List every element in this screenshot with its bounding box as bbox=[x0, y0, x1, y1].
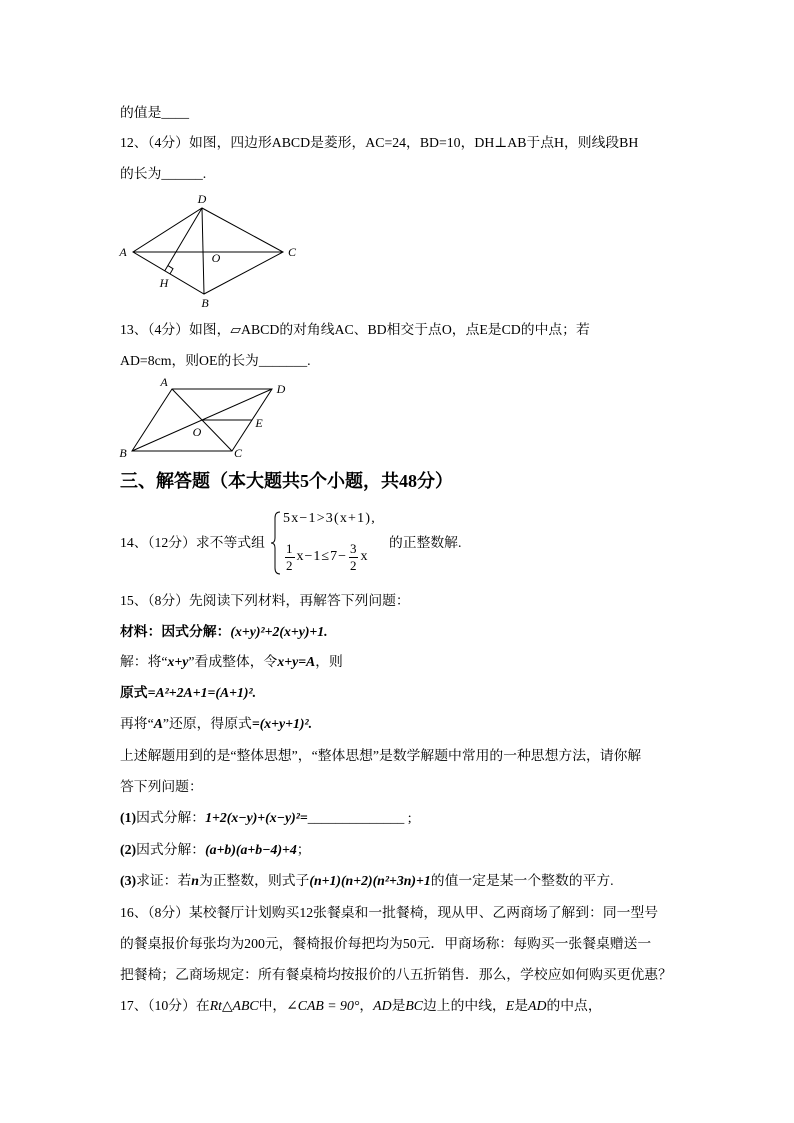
q15-part2 bbox=[120, 840, 720, 860]
q17-math: ∠CAB = 90° bbox=[286, 998, 360, 1013]
solution-text: 解：将“ bbox=[120, 654, 168, 669]
solution-text: ，则 bbox=[315, 654, 343, 669]
material-expression: (x+y)²+2(x+y)+1. bbox=[230, 624, 328, 639]
q17-text: ， bbox=[359, 998, 374, 1013]
fraction-denominator: 2 bbox=[349, 557, 358, 573]
step2-text: 再将“ bbox=[120, 716, 154, 731]
q15-intro: 15、（8分）先阅读下列材料，再解答下列问题： bbox=[120, 593, 410, 608]
part3-expression: (n+1)(n+2)(n²+3n)+1 bbox=[309, 873, 431, 888]
part1-blank: ______________ bbox=[307, 810, 405, 825]
q17-math: Rt△ABC bbox=[209, 998, 259, 1013]
label-h: H bbox=[159, 276, 169, 290]
q16-line2: 的餐桌报价每张均为200元，餐椅报价每把均为50元．甲商场称：每购买一张餐桌赠送一 bbox=[120, 936, 652, 951]
section-heading: 三、解答题（本大题共5个小题，共48分） bbox=[120, 471, 453, 491]
inequality-2-middle: x−1≤7− bbox=[296, 549, 347, 564]
step1-math: =A²+2A+1=(A+1)². bbox=[147, 685, 257, 700]
fraction-numerator: 1 bbox=[286, 540, 294, 556]
material-label: 材料：因式分解： bbox=[120, 624, 231, 639]
fraction-three-halves bbox=[349, 541, 359, 574]
rhombus-abcd bbox=[133, 208, 283, 294]
label-c: C bbox=[233, 446, 243, 460]
q16-line3: 把餐椅；乙商场规定：所有餐桌椅均按报价的八五折销售．那么，学校应如何购买更优惠？ bbox=[120, 967, 672, 982]
part2-end: ； bbox=[296, 842, 311, 857]
q17-math: AD bbox=[373, 998, 392, 1013]
solution-text: ”看成整体，令 bbox=[188, 654, 278, 669]
label-b: B bbox=[119, 446, 127, 460]
label-e: E bbox=[255, 416, 263, 430]
inequality-1: 5x−1>3(x+1), bbox=[283, 511, 376, 526]
q17-text: 17、（10分）在 bbox=[120, 998, 210, 1013]
label-o: O bbox=[192, 425, 202, 439]
q15-remark-line2: 答下列问题： bbox=[120, 779, 203, 794]
q15-step1 bbox=[120, 683, 720, 703]
continuation-line: 的值是____ bbox=[120, 105, 189, 120]
label-d: D bbox=[197, 192, 207, 206]
q15-step2 bbox=[120, 714, 720, 734]
q15-part3 bbox=[120, 871, 720, 891]
inequality-2 bbox=[283, 538, 368, 576]
label-a: A bbox=[160, 375, 168, 389]
solution-math: x+y bbox=[167, 654, 189, 669]
q12-line1: 12、（4分）如图，四边形ABCD是菱形，AC=24，BD=10，DH⊥AB于点H，则线段BH bbox=[120, 135, 639, 150]
label-c: C bbox=[287, 245, 297, 259]
q17-text: 中， bbox=[258, 998, 287, 1013]
part1-text: 因式分解： bbox=[136, 810, 206, 825]
step2-math: =(x+y+1)². bbox=[251, 716, 313, 731]
step1-text: 原式 bbox=[120, 685, 148, 700]
q13-line1: 13、（4分）如图，▱ABCD的对角线AC、BD相交于点O，点E是CD的中点；若 bbox=[120, 322, 590, 337]
fraction-one-half bbox=[285, 541, 295, 574]
part3-label: (3) bbox=[120, 873, 137, 888]
label-a: A bbox=[119, 245, 127, 259]
label-d: D bbox=[276, 382, 286, 396]
q14-prefix: 14、（12分）求不等式组 bbox=[120, 535, 265, 550]
q14-suffix: 的正整数解. bbox=[389, 535, 462, 550]
q17-line1 bbox=[120, 996, 720, 1016]
segment-dh bbox=[165, 208, 202, 271]
inequality-2-end: x bbox=[360, 549, 369, 564]
parallelogram-figure bbox=[115, 374, 295, 462]
q15-material bbox=[120, 622, 720, 642]
part1-end: ; bbox=[404, 810, 412, 825]
q17-text: 是 bbox=[391, 998, 406, 1013]
label-o: O bbox=[211, 251, 221, 265]
q17-text: 边上的中线， bbox=[423, 998, 506, 1013]
part3-text: 的值一定是某一个整数的平方. bbox=[430, 873, 614, 888]
step2-text: ”还原，得原式 bbox=[162, 716, 252, 731]
part2-expression: (a+b)(a+b−4)+4 bbox=[205, 842, 297, 857]
part2-text: 因式分解： bbox=[136, 842, 206, 857]
part3-variable: n bbox=[191, 873, 199, 888]
q16-line1: 16、（8分）某校餐厅计划购买12张餐桌和一批餐椅，现从甲、乙两商场了解到：同一型号 bbox=[120, 905, 659, 920]
system-brace bbox=[270, 510, 282, 576]
step2-math: A bbox=[153, 716, 163, 731]
part3-text: 求证：若 bbox=[136, 873, 192, 888]
rhombus-figure bbox=[110, 190, 310, 312]
q17-text: 的中点， bbox=[546, 998, 602, 1013]
q17-text: 是 bbox=[514, 998, 529, 1013]
q17-math: BC bbox=[405, 998, 424, 1013]
q13-line2: AD=8cm，则OE的长为_______. bbox=[120, 353, 311, 368]
fraction-numerator: 3 bbox=[349, 540, 358, 556]
diagonal-bd bbox=[202, 208, 204, 294]
part3-text: 为正整数，则式子 bbox=[198, 873, 310, 888]
q17-math: AD bbox=[528, 998, 547, 1013]
q15-remark-line1: 上述解题用到的是“整体思想”，“整体思想”是数学解题中常用的一种思想方法，请你解 bbox=[120, 748, 642, 763]
q17-math: E bbox=[505, 998, 515, 1013]
solution-math: x+y=A bbox=[277, 654, 316, 669]
part1-label: (1) bbox=[120, 810, 137, 825]
brace-path bbox=[271, 512, 280, 574]
q12-line2: 的长为______. bbox=[120, 166, 207, 181]
q15-part1 bbox=[120, 808, 720, 828]
q15-solution bbox=[120, 652, 720, 672]
fraction-denominator: 2 bbox=[286, 557, 294, 573]
label-b: B bbox=[201, 296, 209, 310]
part1-expression: 1+2(x−y)+(x−y)²= bbox=[205, 810, 308, 825]
part2-label: (2) bbox=[120, 842, 137, 857]
